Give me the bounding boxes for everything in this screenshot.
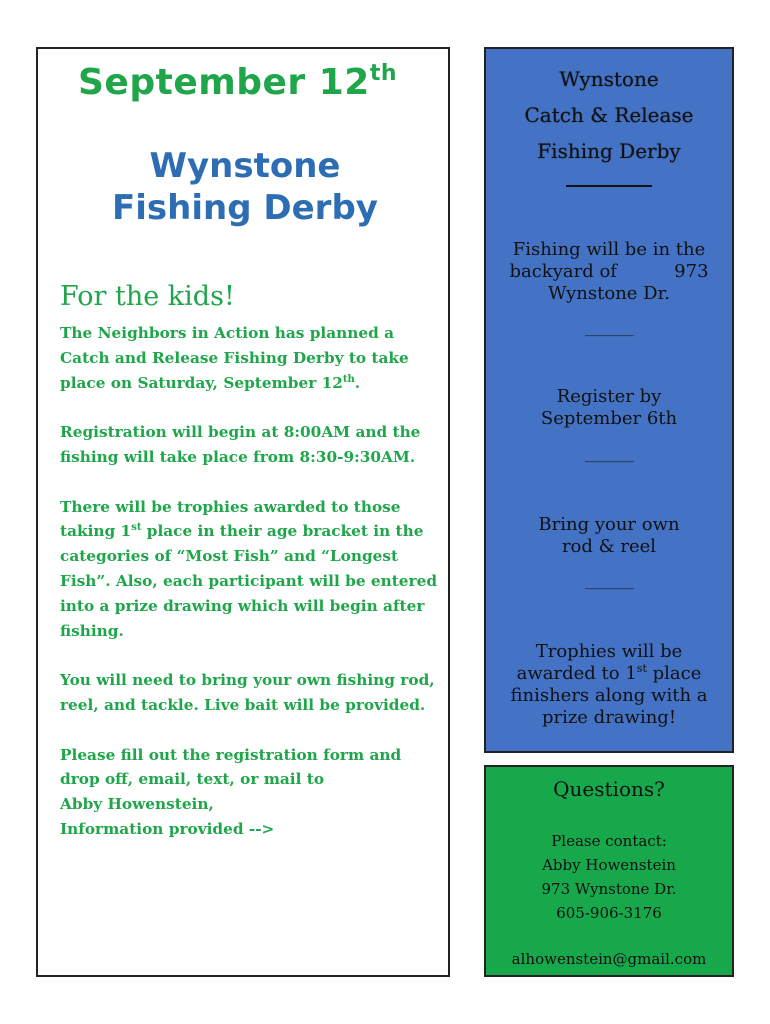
trophy-line4: prize drawing! — [541, 707, 677, 728]
trophies-paragraph — [60, 495, 445, 644]
separator-1: ________ — [585, 321, 633, 337]
register-line2: September 6th — [540, 408, 678, 429]
contact-details — [486, 829, 732, 925]
event-summary-panel — [484, 47, 734, 753]
registration-paragraph: Registration will begin at 8:00AM and the fishing will take place from 8:30-9:30AM. — [60, 423, 421, 466]
equipment-paragraph: You will need to bring your own fishing rod, reel, and tackle. Live bait will be provided. — [60, 671, 435, 714]
questions-panel — [484, 765, 734, 977]
trophies-ordinal: st — [131, 522, 142, 534]
questions-heading: Questions? — [553, 777, 665, 801]
intro-paragraph — [60, 321, 445, 395]
trophy-line2-end: place — [646, 663, 702, 684]
intro-date-suffix: th — [342, 373, 355, 385]
submission-contact-name: Abby Howenstein, — [60, 795, 214, 814]
equipment-line1: Bring your own — [538, 514, 680, 535]
location-line3: Wynstone Dr. — [548, 283, 670, 304]
derby-title-line2: Fishing Derby — [112, 188, 378, 228]
event-date: September 12 — [78, 62, 370, 103]
summary-title-line2: Catch & Release — [524, 103, 694, 127]
register-deadline — [496, 386, 722, 430]
flyer-main-panel — [36, 47, 450, 977]
event-description — [60, 321, 445, 867]
intro-text: The Neighbors in Action has planned a Catch and Release Fishing Derby to take place on Saturday, September 12 — [60, 324, 409, 392]
contact-email: alhowenstein@gmail.com — [511, 950, 707, 968]
location-line1: Fishing will be in the — [512, 239, 706, 260]
location-line2: backyard of 973 — [509, 261, 709, 282]
derby-title-line1: Wynstone — [149, 146, 341, 186]
contact-phone: 605-906-3176 — [556, 904, 662, 922]
submission-paragraph — [60, 743, 445, 842]
register-line1: Register by — [556, 386, 662, 407]
separator-2: ________ — [585, 447, 633, 463]
location-info — [496, 239, 722, 305]
submission-instructions: Please fill out the registration form and drop off, email, text, or mail to — [60, 745, 402, 789]
event-date-suffix: th — [369, 61, 398, 86]
summary-title-line3: Fishing Derby — [537, 139, 681, 163]
intro-end: . — [354, 373, 361, 392]
contact-label: Please contact: — [551, 832, 667, 850]
trophies-text-rest: place in their age bracket in the categories of “Most Fish” and “Longest Fish”. Also, each participant will be entered into a prize drawing which will begin after fishing. — [60, 522, 438, 640]
trophy-line3: finishers along with a — [510, 685, 708, 706]
separator-3: ________ — [585, 574, 633, 590]
trophy-info — [496, 641, 722, 729]
equipment-note — [496, 514, 722, 558]
event-date-heading — [78, 61, 397, 103]
trophy-ordinal: st — [636, 662, 647, 675]
contact-name: Abby Howenstein — [542, 856, 676, 874]
trophies-text-start: There will be trophies awarded to those taking 1 — [60, 497, 401, 541]
kids-heading: For the kids! — [60, 281, 235, 312]
derby-title — [38, 145, 452, 229]
summary-title-line1: Wynstone — [559, 67, 659, 91]
contact-address: 973 Wynstone Dr. — [541, 880, 677, 898]
equipment-line2: rod & reel — [561, 536, 657, 557]
summary-title — [486, 61, 732, 169]
submission-info-pointer: Information provided --> — [60, 819, 275, 838]
trophy-line1: Trophies will be — [535, 641, 683, 662]
summary-title-divider — [566, 185, 652, 187]
trophy-line2-start: awarded to 1 — [516, 663, 637, 684]
